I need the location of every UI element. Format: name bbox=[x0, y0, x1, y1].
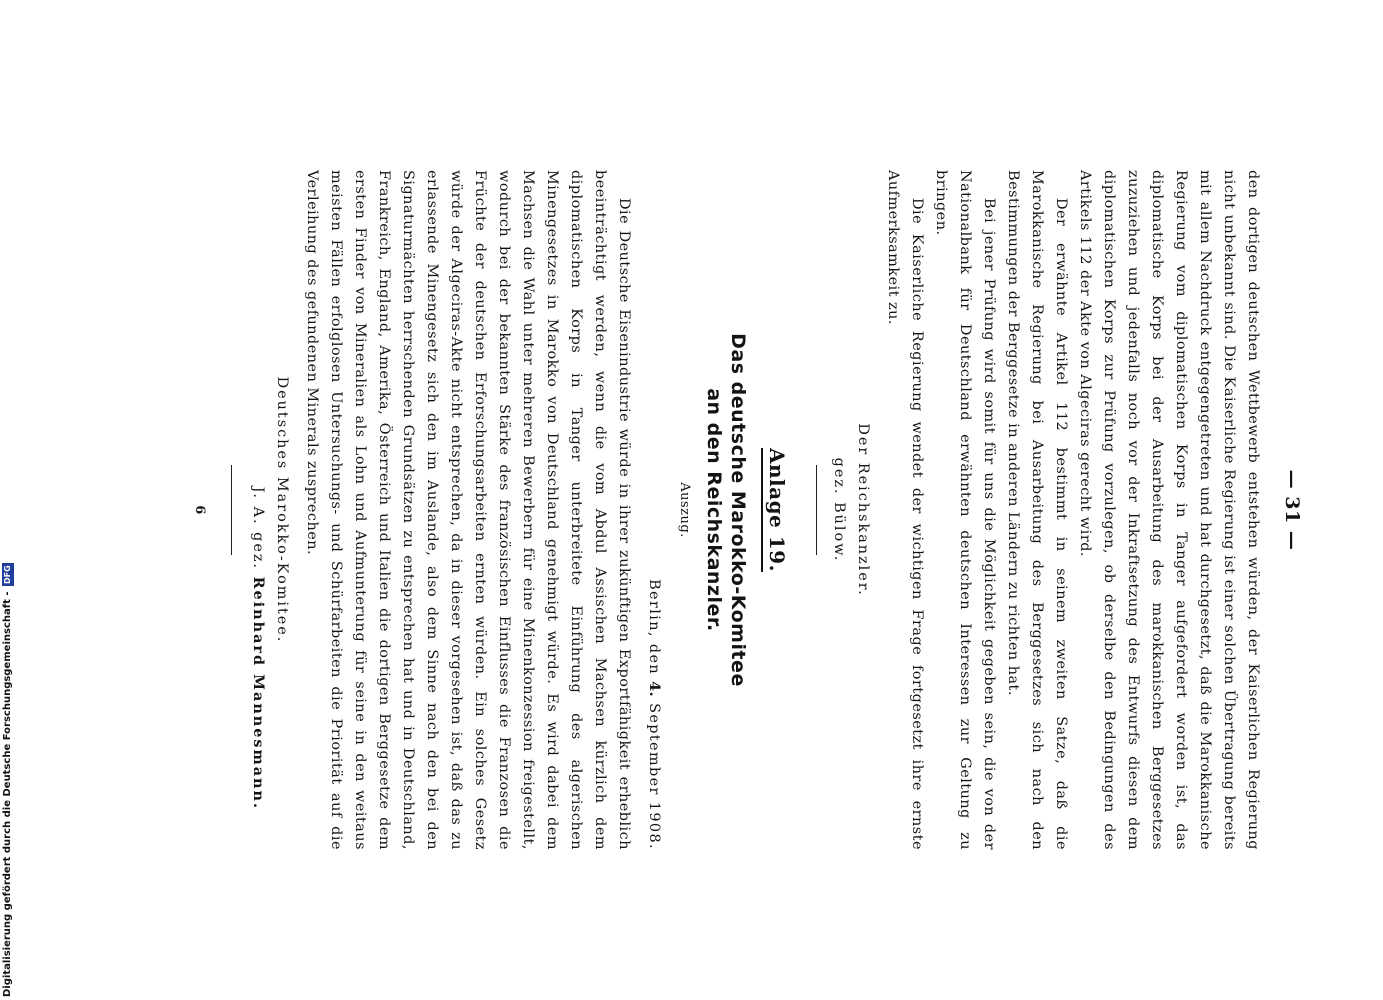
intro-paragraph-2: Der erwähnte Artikel 112 bestimmt in seinem zweiten Satze, daß die Marokkanische Regierung bei Ausarbeitung des Berggesetzes sich nach den Bestimmungen der Berggesetze in anderen Ländern zu richten hat. bbox=[1005, 170, 1069, 850]
dateline bbox=[642, 170, 666, 850]
closing-divider bbox=[231, 465, 232, 555]
rotated-document-page bbox=[192, 170, 1303, 850]
intro-paragraph-3: Bei jener Prüfung wird somit für uns die Möglichkeit gegeben sein, die von der Nationalbank für Deutschland erwähnten deutschen Interessen zur Geltung zu bringen. bbox=[933, 170, 997, 850]
page-number: — 31 — bbox=[1281, 469, 1303, 551]
funding-note bbox=[2, 565, 14, 997]
committee-signature-prefix: J. A. gez. bbox=[250, 486, 266, 570]
sheet-number: 6 bbox=[192, 505, 207, 515]
dateline-rest: September 1908. bbox=[646, 703, 662, 850]
committee-signature-name: Reinhard Mannesmann. bbox=[250, 576, 267, 810]
letter-heading-line-2: an den Reichskanzler. bbox=[703, 388, 725, 632]
signature-title: Der Reichskanzler. bbox=[855, 423, 871, 597]
section-divider bbox=[816, 465, 817, 555]
letter-paragraph: Die Deutsche Eisenindustrie würde in ihrer zukünftigen Exportfähigkeit erheblich beeinträchtigt werden, wenn die vom Abdul Assischen Machsen kürzlich dem diplomatischen Korps in Tanger unterbreitete Einführung des algerischen Minengesetzes in Marokko von Deutschland genehmigt würde. Es wird dabei dem Machsen die Wahl unter mehreren Bewerbern für eine Minenkonzession freigestellt, wodurch bei der bekannten Stärke des französischen Einflusses die Franzosen die Früchte der deutschen Erforschungsarbeiten ernten würden. Ein solches Gesetz würde der Algeciras-Akte nicht entsprechen, da in dieser vorgesehen ist, daß das zu erlassende Minengesetz sich den im Auslande, also dem Sinne nach den bei den Signaturmächten herrschenden Grundsätzen zu entsprechen hat und in Deutschland, Frankreich, England, Amerika, Österreich und Italien die dortigen Berggesetze dem ersten Finder von Mineralien als Lohn und Aufmunterung für seine in den weitaus meisten Fällen erfolglosen Untersuchungs- und Schürfarbeiten die Priorität auf die Verleihung des gefundenen Minerals zusprechen. bbox=[304, 170, 632, 850]
intro-paragraph-4: Die Kaiserliche Regierung wendet der wichtigen Frage fortgesetzt ihre ernste Aufmerksamkeit zu. bbox=[885, 170, 925, 850]
anlage-heading bbox=[764, 170, 790, 850]
letter-heading-line-1: Das deutsche Marokko-Komitee bbox=[727, 333, 749, 687]
dateline-prefix: Berlin, den bbox=[646, 579, 662, 676]
anlage-label: Anlage 19. bbox=[761, 448, 789, 572]
dfg-logo: DFG bbox=[3, 565, 12, 584]
dateline-day: 4. bbox=[646, 681, 663, 698]
committee-name: Deutsches Marokko-Komitee. bbox=[274, 376, 290, 644]
auszug-label: Auszug. bbox=[677, 482, 692, 538]
funding-note-text: Digitalisierung gefördert durch die Deutsche Forschungsgemeinschaft - bbox=[2, 591, 13, 997]
signature-name: gez. Bülow. bbox=[831, 457, 847, 563]
intro-paragraph-1: den dortigen deutschen Wettbewerb entstehen würden, der Kaiserlichen Regierung nicht unbekannt sind. Die Kaiserliche Regierung ist einer solchen Übertragung bereits mit allem Nachdruck entgegengetreten und hat durchgesetzt, daß die Marokkanische Regierung vom diplomatischen Korps in Tanger aufgefordert worden ist, das diplomatische Korps bei der Ausarbeitung des marokkanischen Berggesetzes zuzuziehen und jedenfalls noch vor der Inkraftsetzung des Entwurfs diesen dem diplomatischen Korps zur Prüfung vorzulegen, ob derselbe den Bedingungen des Artikels 112 der Akte von Algeciras gerecht wird. bbox=[1077, 170, 1261, 850]
committee-signature bbox=[246, 170, 270, 810]
